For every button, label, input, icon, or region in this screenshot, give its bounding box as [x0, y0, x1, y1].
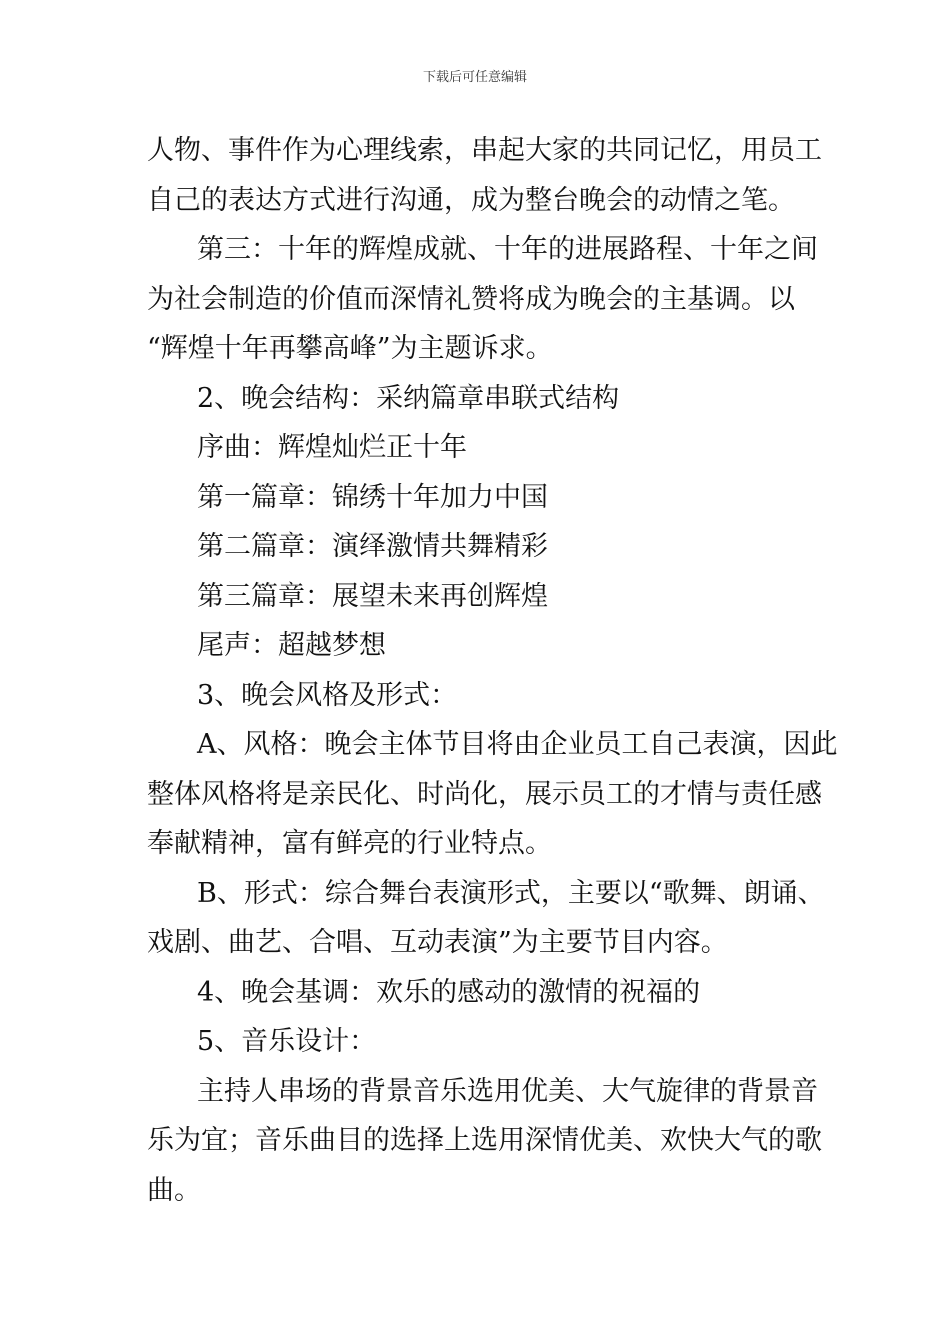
section-heading: 5、音乐设计： — [197, 1026, 377, 1057]
paragraph-line: B、形式：综合舞台表演形式，主要以“歌舞、朗诵、 — [197, 877, 825, 909]
header-note: 下载后可任意编辑 — [422, 70, 527, 85]
paragraph-line: 乐为宜；音乐曲目的选择上选用深情优美、欢快大气的歌 — [147, 1125, 822, 1156]
paragraph-line: 主持人串场的背景音乐选用优美、大气旋律的背景音 — [197, 1075, 818, 1107]
paragraph-line: 人物、事件作为心理线索，串起大家的共同记忆，用员工 — [147, 135, 822, 166]
paragraph-line: 戏剧、曲艺、合唱、互动表演”为主要节目内容。 — [147, 927, 728, 958]
list-item: 序曲：辉煌灿烂正十年 — [197, 432, 467, 463]
paragraph-line: A、风格：晚会主体节目将由企业员工自己表演，因此 — [197, 729, 838, 760]
section-heading: 3、晚会风格及形式： — [197, 679, 458, 711]
list-item: 尾声：超越梦想 — [197, 630, 386, 661]
document-body — [147, 126, 838, 1215]
paragraph-line: 曲。 — [147, 1174, 201, 1206]
paragraph-line: 整体风格将是亲民化、时尚化，展示员工的才情与责任感 — [147, 778, 822, 810]
paragraph-line: 自己的表达方式进行沟通，成为整台晚会的动情之笔。 — [147, 184, 795, 216]
paragraph-line: “辉煌十年再攀高峰”为主题诉求。 — [147, 333, 553, 364]
list-item: 第一篇章：锦绣十年加力中国 — [197, 481, 548, 513]
section-heading: 4、晚会基调：欢乐的感动的激情的祝福的 — [197, 976, 701, 1008]
paragraph-line: 为社会制造的价值而深情礼赞将成为晚会的主基调。以 — [147, 283, 795, 315]
paragraph-line: 第三：十年的辉煌成就、十年的进展路程、十年之间 — [197, 234, 818, 265]
section-heading: 2、晚会结构：采纳篇章串联式结构 — [197, 382, 620, 414]
paragraph-line: 奉献精神，富有鲜亮的行业特点。 — [147, 828, 552, 859]
list-item: 第三篇章：展望未来再创辉煌 — [197, 580, 548, 612]
list-item: 第二篇章：演绎激情共舞精彩 — [197, 531, 548, 562]
